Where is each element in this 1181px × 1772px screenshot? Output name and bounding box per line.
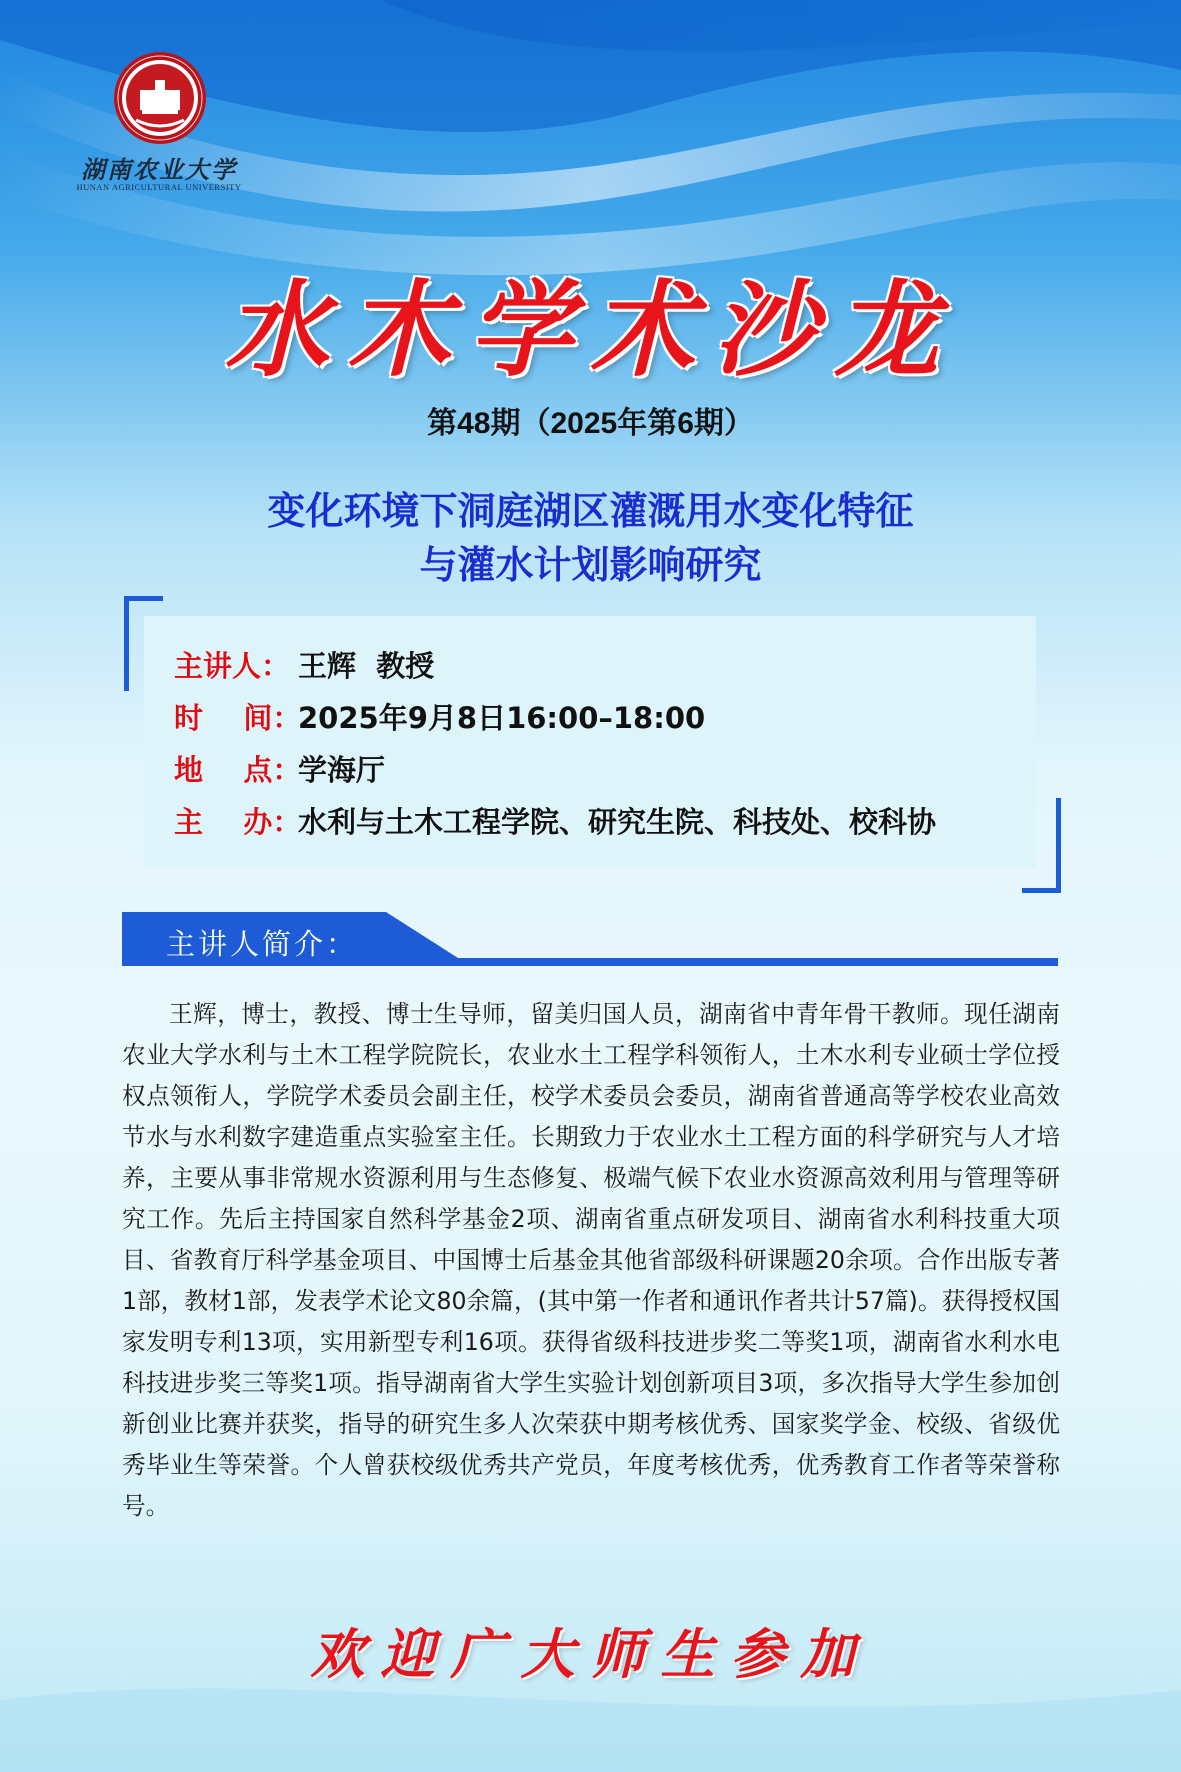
place-label: 地 点： [174, 752, 302, 787]
talk-title-line-1: 变化环境下洞庭湖区灌溉用水变化特征 [267, 489, 914, 533]
talk-title [0, 484, 1181, 592]
welcome-text: 欢迎广大师生参加 [310, 1622, 871, 1686]
bracket-top-left [124, 596, 163, 691]
time-value: 2025年9月8日16:00–18:00 [298, 700, 706, 735]
speaker-bio: 王辉，博士，教授、博士生导师，留美归国人员，湖南省中青年骨干教师。现任湖南农业大学水利与土木工程学院院长，农业水土工程学科领衔人，土木水利专业硕士学位授权点领衔人，学院学术委员会副主任，校学术委员会委员，湖南省普通高等学校农业高效节水与水利数字建造重点实验室主任。长期致力于农业水土工程方面的科学研究与人才培养，主要从事非常规水资源利用与生态修复、极端气候下农业水资源高效利用与管理等研究工作。先后主持国家自然科学基金2项、湖南省重点研发项目、湖南省水利科技重大项目、省教育厅科学基金项目、中国博士后基金其他省部级科研课题20余项。合作出版专著1部，教材1部，发表学术论文80余篇，(其中第一作者和通讯作者共计57篇)。获得授权国家发明专利13项，实用新型专利16项。获得省级科技进步奖二等奖1项，湖南省水利水电科技进步奖三等奖1项。指导湖南省大学生实验计划创新项目3项，多次指导大学生参加创新创业比赛并获奖，指导的研究生多人次荣获中期考核优秀、国家奖学金、校级、省级优秀毕业生等荣誉。个人曾获校级优秀共产党员，年度考核优秀，优秀教育工作者等荣誉称号。 [122, 1000, 1060, 1520]
speaker-value: 王辉 教授 [298, 648, 435, 683]
salon-title: 水木学术沙龙 [224, 268, 957, 391]
place-value: 学海厅 [298, 752, 386, 787]
host-value: 水利与土木工程学院、研究生院、科技处、校科协 [298, 804, 937, 839]
time-label: 时 间： [174, 700, 302, 735]
section-label: 主讲人简介： [166, 927, 359, 961]
bracket-bottom-right [1022, 798, 1061, 893]
time-row [174, 692, 705, 740]
university-name-cn: 湖南农业大学 [81, 155, 237, 184]
place-row [174, 744, 385, 792]
host-label: 主 办： [174, 804, 302, 839]
speaker-row [174, 640, 434, 688]
talk-title-line-2: 与灌水计划影响研究 [419, 543, 762, 587]
issue-number: 第48期（2025年第6期） [427, 407, 754, 440]
university-seal-icon [112, 50, 208, 146]
university-logo [74, 50, 244, 190]
university-name-en: HUNAN AGRICULTURAL UNIVERSITY [76, 182, 242, 192]
speaker-label: 主讲人： [174, 648, 291, 683]
host-row [174, 796, 936, 844]
